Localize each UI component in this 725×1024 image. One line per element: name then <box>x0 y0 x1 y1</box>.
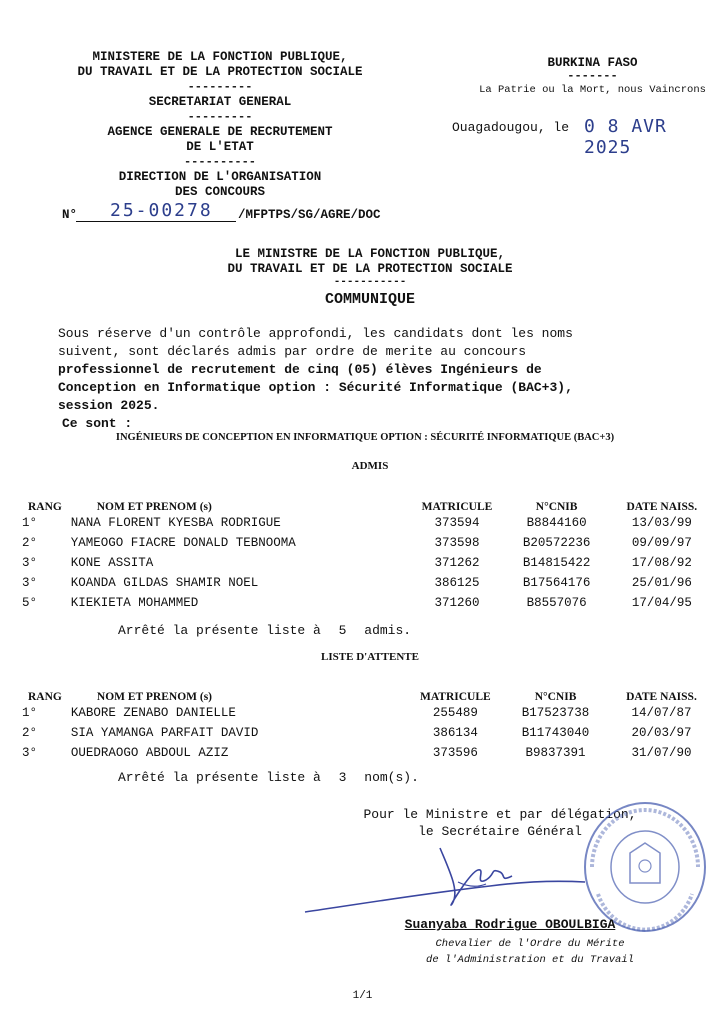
cell-rang: 1° <box>22 516 38 530</box>
table-row <box>22 703 712 723</box>
cell-nom: SIA YAMANGA PARFAIT DAVID <box>70 726 259 740</box>
separator: --------- <box>187 80 253 94</box>
closing-suffix: nom(s). <box>364 770 419 785</box>
category-subheading: INGÉNIEURS DE CONCEPTION EN INFORMATIQUE OPTION : SÉCURITÉ INFORMATIQUE (BAC+3) <box>115 432 615 443</box>
cell-matricule: 386134 <box>432 726 478 740</box>
cell-rang: 3° <box>22 556 38 570</box>
agency-name-line1: AGENCE GENERALE DE RECRUTEMENT <box>107 125 333 139</box>
cell-cnib: B17564176 <box>522 576 591 590</box>
intro-bold-line: session 2025. <box>58 398 160 413</box>
cell-matricule: 373596 <box>432 746 478 760</box>
place-date <box>452 116 722 158</box>
separator: --------- <box>187 110 253 124</box>
ce-sont-label: Ce sont : <box>62 416 133 431</box>
cell-rang: 5° <box>22 596 38 610</box>
closing-count: 5 <box>338 623 347 638</box>
cell-matricule: 373598 <box>434 536 480 550</box>
cell-nom: OUEDRAOGO ABDOUL AZIZ <box>70 746 229 760</box>
table-row <box>22 743 712 763</box>
ministry-name-line1: MINISTERE DE LA FONCTION PUBLIQUE, <box>92 50 348 64</box>
cell-rang: 3° <box>22 746 38 760</box>
closing-suffix: admis. <box>364 623 412 638</box>
cell-date: 13/03/99 <box>631 516 692 530</box>
minister-title <box>150 247 590 287</box>
signatory-title-line1: Chevalier de l'Ordre du Mérite <box>435 938 625 950</box>
separator: ---------- <box>183 155 256 169</box>
cell-nom: KOANDA GILDAS SHAMIR NOEL <box>70 576 259 590</box>
admis-closing <box>118 623 518 638</box>
cell-rang: 3° <box>22 576 38 590</box>
number-underline <box>76 221 236 222</box>
admis-table <box>22 491 712 613</box>
signatory-titles <box>380 936 680 968</box>
date-stamp: 0 8 AVR 2025 <box>584 116 667 158</box>
waiting-list-closing <box>118 770 518 785</box>
waiting-list-table <box>22 681 712 763</box>
delegation-line1: Pour le Ministre et par délégation, <box>363 807 637 822</box>
handwritten-signature <box>300 842 630 922</box>
cell-date: 25/01/96 <box>631 576 692 590</box>
cell-cnib: B20572236 <box>522 536 591 550</box>
cell-date: 20/03/97 <box>631 726 692 740</box>
cell-nom: YAMEOGO FIACRE DONALD TEBNOOMA <box>70 536 296 550</box>
country-name: BURKINA FASO <box>547 56 638 70</box>
delegation-line2: le Secrétaire Général <box>418 824 582 839</box>
separator: ----------- <box>333 276 407 288</box>
admis-heading: ADMIS <box>351 460 389 472</box>
number-suffix: /MFPTPS/SG/AGRE/DOC <box>238 208 381 222</box>
table-row <box>22 513 712 533</box>
secretariat-name: SECRETARIAT GENERAL <box>148 95 292 109</box>
col-header-matricule: MATRICULE <box>421 501 493 513</box>
cell-nom: NANA FLORENT KYESBA RODRIGUE <box>70 516 281 530</box>
number-stamp: 25-00278 <box>110 200 213 221</box>
minister-title-line1: LE MINISTRE DE LA FONCTION PUBLIQUE, <box>234 247 506 261</box>
cell-cnib: B14815422 <box>522 556 591 570</box>
col-header-cnib: N°CNIB <box>535 501 578 513</box>
country-header <box>470 56 715 96</box>
national-motto: La Patrie ou la Mort, nous Vaincrons <box>479 84 706 96</box>
table-header-row <box>22 491 712 513</box>
direction-name-line2: DES CONCOURS <box>174 185 265 199</box>
cell-nom: KONE ASSITA <box>70 556 154 570</box>
cell-rang: 2° <box>22 726 38 740</box>
cell-nom: KABORE ZENABO DANIELLE <box>70 706 236 720</box>
waiting-list-heading: LISTE D'ATTENTE <box>321 651 419 663</box>
cell-date: 09/09/97 <box>631 536 692 550</box>
cell-cnib: B8557076 <box>526 596 587 610</box>
col-header-cnib: N°CNIB <box>534 691 577 703</box>
col-header-rang: RANG <box>28 691 62 703</box>
closing-count: 3 <box>338 770 347 785</box>
col-header-matricule: MATRICULE <box>419 691 491 703</box>
col-header-nom: NOM ET PRENOM (s) <box>96 501 212 513</box>
closing-text: Arrêté la présente liste à <box>118 623 321 638</box>
separator: ------- <box>567 69 618 83</box>
cell-cnib: B17523738 <box>521 706 590 720</box>
col-header-rang: RANG <box>28 501 62 513</box>
cell-matricule: 371260 <box>434 596 480 610</box>
cell-date: 17/04/95 <box>631 596 692 610</box>
cell-date: 31/07/90 <box>631 746 692 760</box>
ministry-header <box>30 50 410 200</box>
signatory-name: Suanyaba Rodrigue OBOULBIGA <box>404 917 616 932</box>
cell-cnib: B11743040 <box>521 726 590 740</box>
ministry-name-line2: DU TRAVAIL ET DE LA PROTECTION SOCIALE <box>77 65 363 79</box>
intro-paragraph <box>58 325 678 415</box>
direction-name-line1: DIRECTION DE L'ORGANISATION <box>118 170 322 184</box>
reference-number <box>62 200 422 224</box>
intro-bold-line: Conception en Informatique option : Sécurité Informatique (BAC+3), <box>58 380 573 395</box>
cell-nom: KIEKIETA MOHAMMED <box>70 596 199 610</box>
table-row <box>22 573 712 593</box>
page-number: 1/1 <box>352 990 373 1002</box>
minister-title-line2: DU TRAVAIL ET DE LA PROTECTION SOCIALE <box>227 262 513 276</box>
cell-rang: 1° <box>22 706 38 720</box>
communique-heading: COMMUNIQUE <box>324 291 415 308</box>
intro-bold-line: professionnel de recrutement de cinq (05) élèves Ingénieurs de <box>58 362 542 377</box>
cell-date: 14/07/87 <box>631 706 692 720</box>
signatory-title-line2: de l'Administration et du Travail <box>426 954 634 966</box>
place-label: Ouagadougou, le <box>452 120 570 135</box>
cell-cnib: B9837391 <box>525 746 586 760</box>
cell-cnib: B8844160 <box>526 516 587 530</box>
cell-matricule: 386125 <box>434 576 480 590</box>
cell-date: 17/08/92 <box>631 556 692 570</box>
cell-matricule: 255489 <box>432 706 478 720</box>
intro-line: Sous réserve d'un contrôle approfondi, les candidats dont les noms <box>58 326 573 341</box>
number-prefix: N° <box>62 208 78 222</box>
closing-text: Arrêté la présente liste à <box>118 770 321 785</box>
intro-line: suivent, sont déclarés admis par ordre de merite au concours <box>58 344 527 359</box>
cell-matricule: 373594 <box>434 516 480 530</box>
agency-name-line2: DE L'ETAT <box>186 140 254 154</box>
table-row <box>22 533 712 553</box>
table-row <box>22 723 712 743</box>
table-row <box>22 553 712 573</box>
table-row <box>22 593 712 613</box>
col-header-nom: NOM ET PRENOM (s) <box>96 691 213 703</box>
col-header-date: DATE NAISS. <box>626 691 697 703</box>
cell-rang: 2° <box>22 536 38 550</box>
cell-matricule: 371262 <box>434 556 480 570</box>
col-header-date: DATE NAISS. <box>626 501 698 513</box>
table-header-row <box>22 681 712 703</box>
